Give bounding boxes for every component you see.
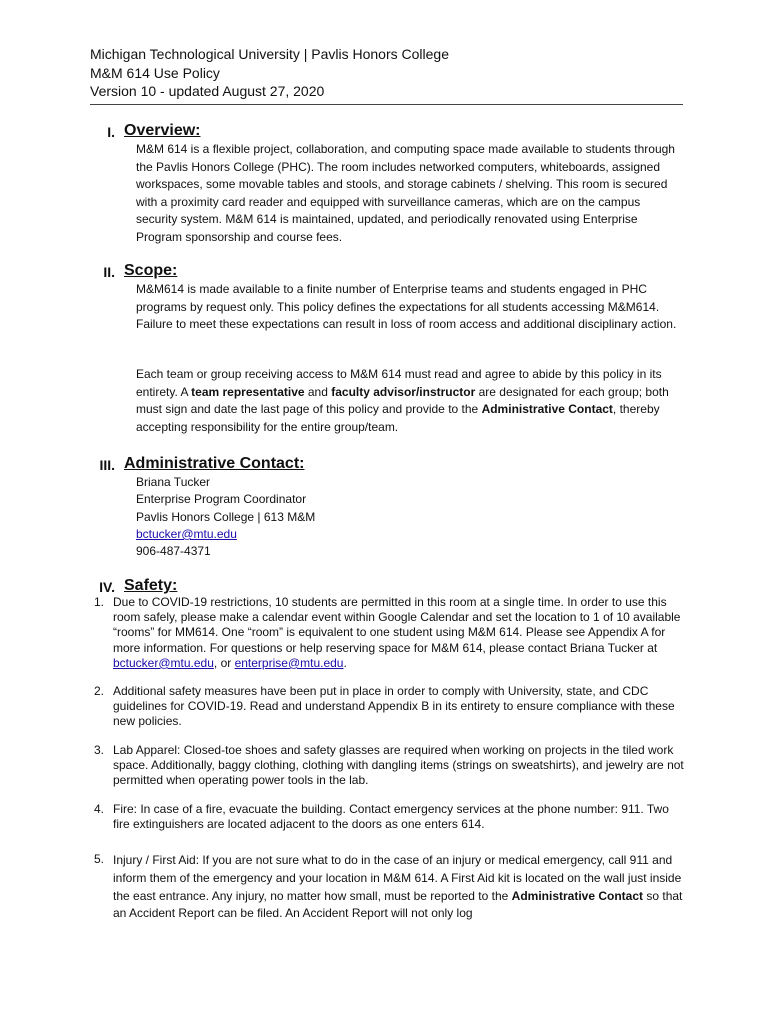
item-text-span: Injury / First Aid: If you are not sure what to do in the case of an injury or medical emergency, call 911 and inform them of the emergency and your location in M&M 614. A First Aid kit is located on the wall just inside the east entrance. Any injury, no matter how small, must be reported to the <box>113 853 682 903</box>
administrative-contact-term: Administrative Contact <box>481 402 613 416</box>
administrative-contact-term: Administrative Contact <box>511 888 644 903</box>
section-numeral: I. <box>107 124 115 140</box>
email-link-enterprise[interactable]: enterprise@mtu.edu <box>234 655 344 670</box>
scope-text: Each team or group receiving access to M&M 614 must read and agree to abide by this policy in its entirety. A <box>136 367 662 399</box>
contact-phone: 906-487-4371 <box>136 544 211 559</box>
list-item-text: Lab Apparel: Closed-toe shoes and safety glasses are required when working on projects in the tiled work space. Additionally, baggy clothing, clothing with dangling items (strings on sweatshirts), and jewelry are not permitted when operating power tools in the lab. <box>113 743 684 788</box>
list-number: 5. <box>93 852 104 866</box>
header-policy-title: M&M 614 Use Policy <box>90 64 220 81</box>
list-number: 4. <box>93 802 104 816</box>
header-institution: Michigan Technological University | Pavlis Honors College <box>90 46 449 62</box>
section-numeral: II. <box>103 264 115 280</box>
list-number: 3. <box>93 743 104 757</box>
contact-block <box>136 474 315 560</box>
contact-office: Pavlis Honors College | 613 M&M <box>136 509 316 524</box>
scope-text: and <box>304 384 332 399</box>
list-item-text: Fire: In case of a fire, evacuate the building. Contact emergency services at the phone number: 911. Two fire extinguishers are located adjacent to the doors as one enters 614. <box>113 802 669 832</box>
list-number: 2. <box>93 684 104 698</box>
email-link-bctucker[interactable]: bctucker@mtu.edu <box>113 655 214 670</box>
section-title: Safety: <box>124 577 178 594</box>
item-text-span: Due to COVID-19 restrictions, 10 students are permitted in this room at a single time. In order to use this room safely, please make a calendar event within Google Calendar and set the location to 1 of 10 available “rooms” for MM614. One “room” is equivalent to one student using M&M 614. Please see Appendix A for more information. For questions or help reserving space for M&M 614, please contact Briana Tucker at <box>113 595 681 655</box>
item-text-span: , or <box>213 655 235 670</box>
overview-paragraph: M&M 614 is a flexible project, collaboration, and computing space made available to students through the Pavlis Honors College (PHC). The room includes networked computers, whiteboards, assigned workspaces, some movable tables and stools, and storage cabinets / shelving. This room is secured with a proximity card reader and equipped with surveillance cameras, which are on the campus security system. M&M 614 is maintained, updated, and periodically renovated using Enterprise Program sponsorship and course fees. <box>136 142 675 244</box>
section-numeral: IV. <box>99 579 115 595</box>
faculty-advisor-term: faculty advisor/instructor <box>331 384 476 399</box>
scope-paragraph-2 <box>136 366 684 436</box>
scope-paragraph-1: M&M614 is made available to a finite number of Enterprise teams and students engaged in PHC programs by request only. This policy defines the expectations for all students accessing M&M614. Failure to meet these expectations can result in loss of room access and additional disciplinary action. <box>136 282 677 331</box>
team-representative-term: team representative <box>191 384 305 399</box>
item-text-span: . <box>343 655 347 670</box>
list-item-text: Additional safety measures have been put in place in order to comply with University, state, and CDC guidelines for COVID-19. Read and understand Appendix B in its entirety to ensure compliance with these new policies. <box>113 684 675 729</box>
item-text-span: so that an Accident Report can be filed. An Accident Report will not only log <box>113 888 683 921</box>
header-divider <box>90 104 683 105</box>
scope-text: are designated for each group; both must sign and date the last page of this policy and provide to the <box>136 384 669 416</box>
list-item-text <box>113 595 687 671</box>
list-number: 1. <box>93 595 104 609</box>
section-title: Administrative Contact: <box>124 455 305 472</box>
list-item-text <box>113 852 687 923</box>
contact-role: Enterprise Program Coordinator <box>136 492 307 507</box>
contact-email-link[interactable]: bctucker@mtu.edu <box>136 526 237 541</box>
document-header <box>90 45 683 101</box>
section-title: Overview: <box>124 122 201 139</box>
section-numeral: III. <box>99 457 115 473</box>
contact-name: Briana Tucker <box>136 475 211 489</box>
scope-text: , thereby accepting responsibility for the entire group/team. <box>136 402 660 434</box>
header-version: Version 10 - updated August 27, 2020 <box>90 83 325 99</box>
section-title: Scope: <box>124 262 178 279</box>
